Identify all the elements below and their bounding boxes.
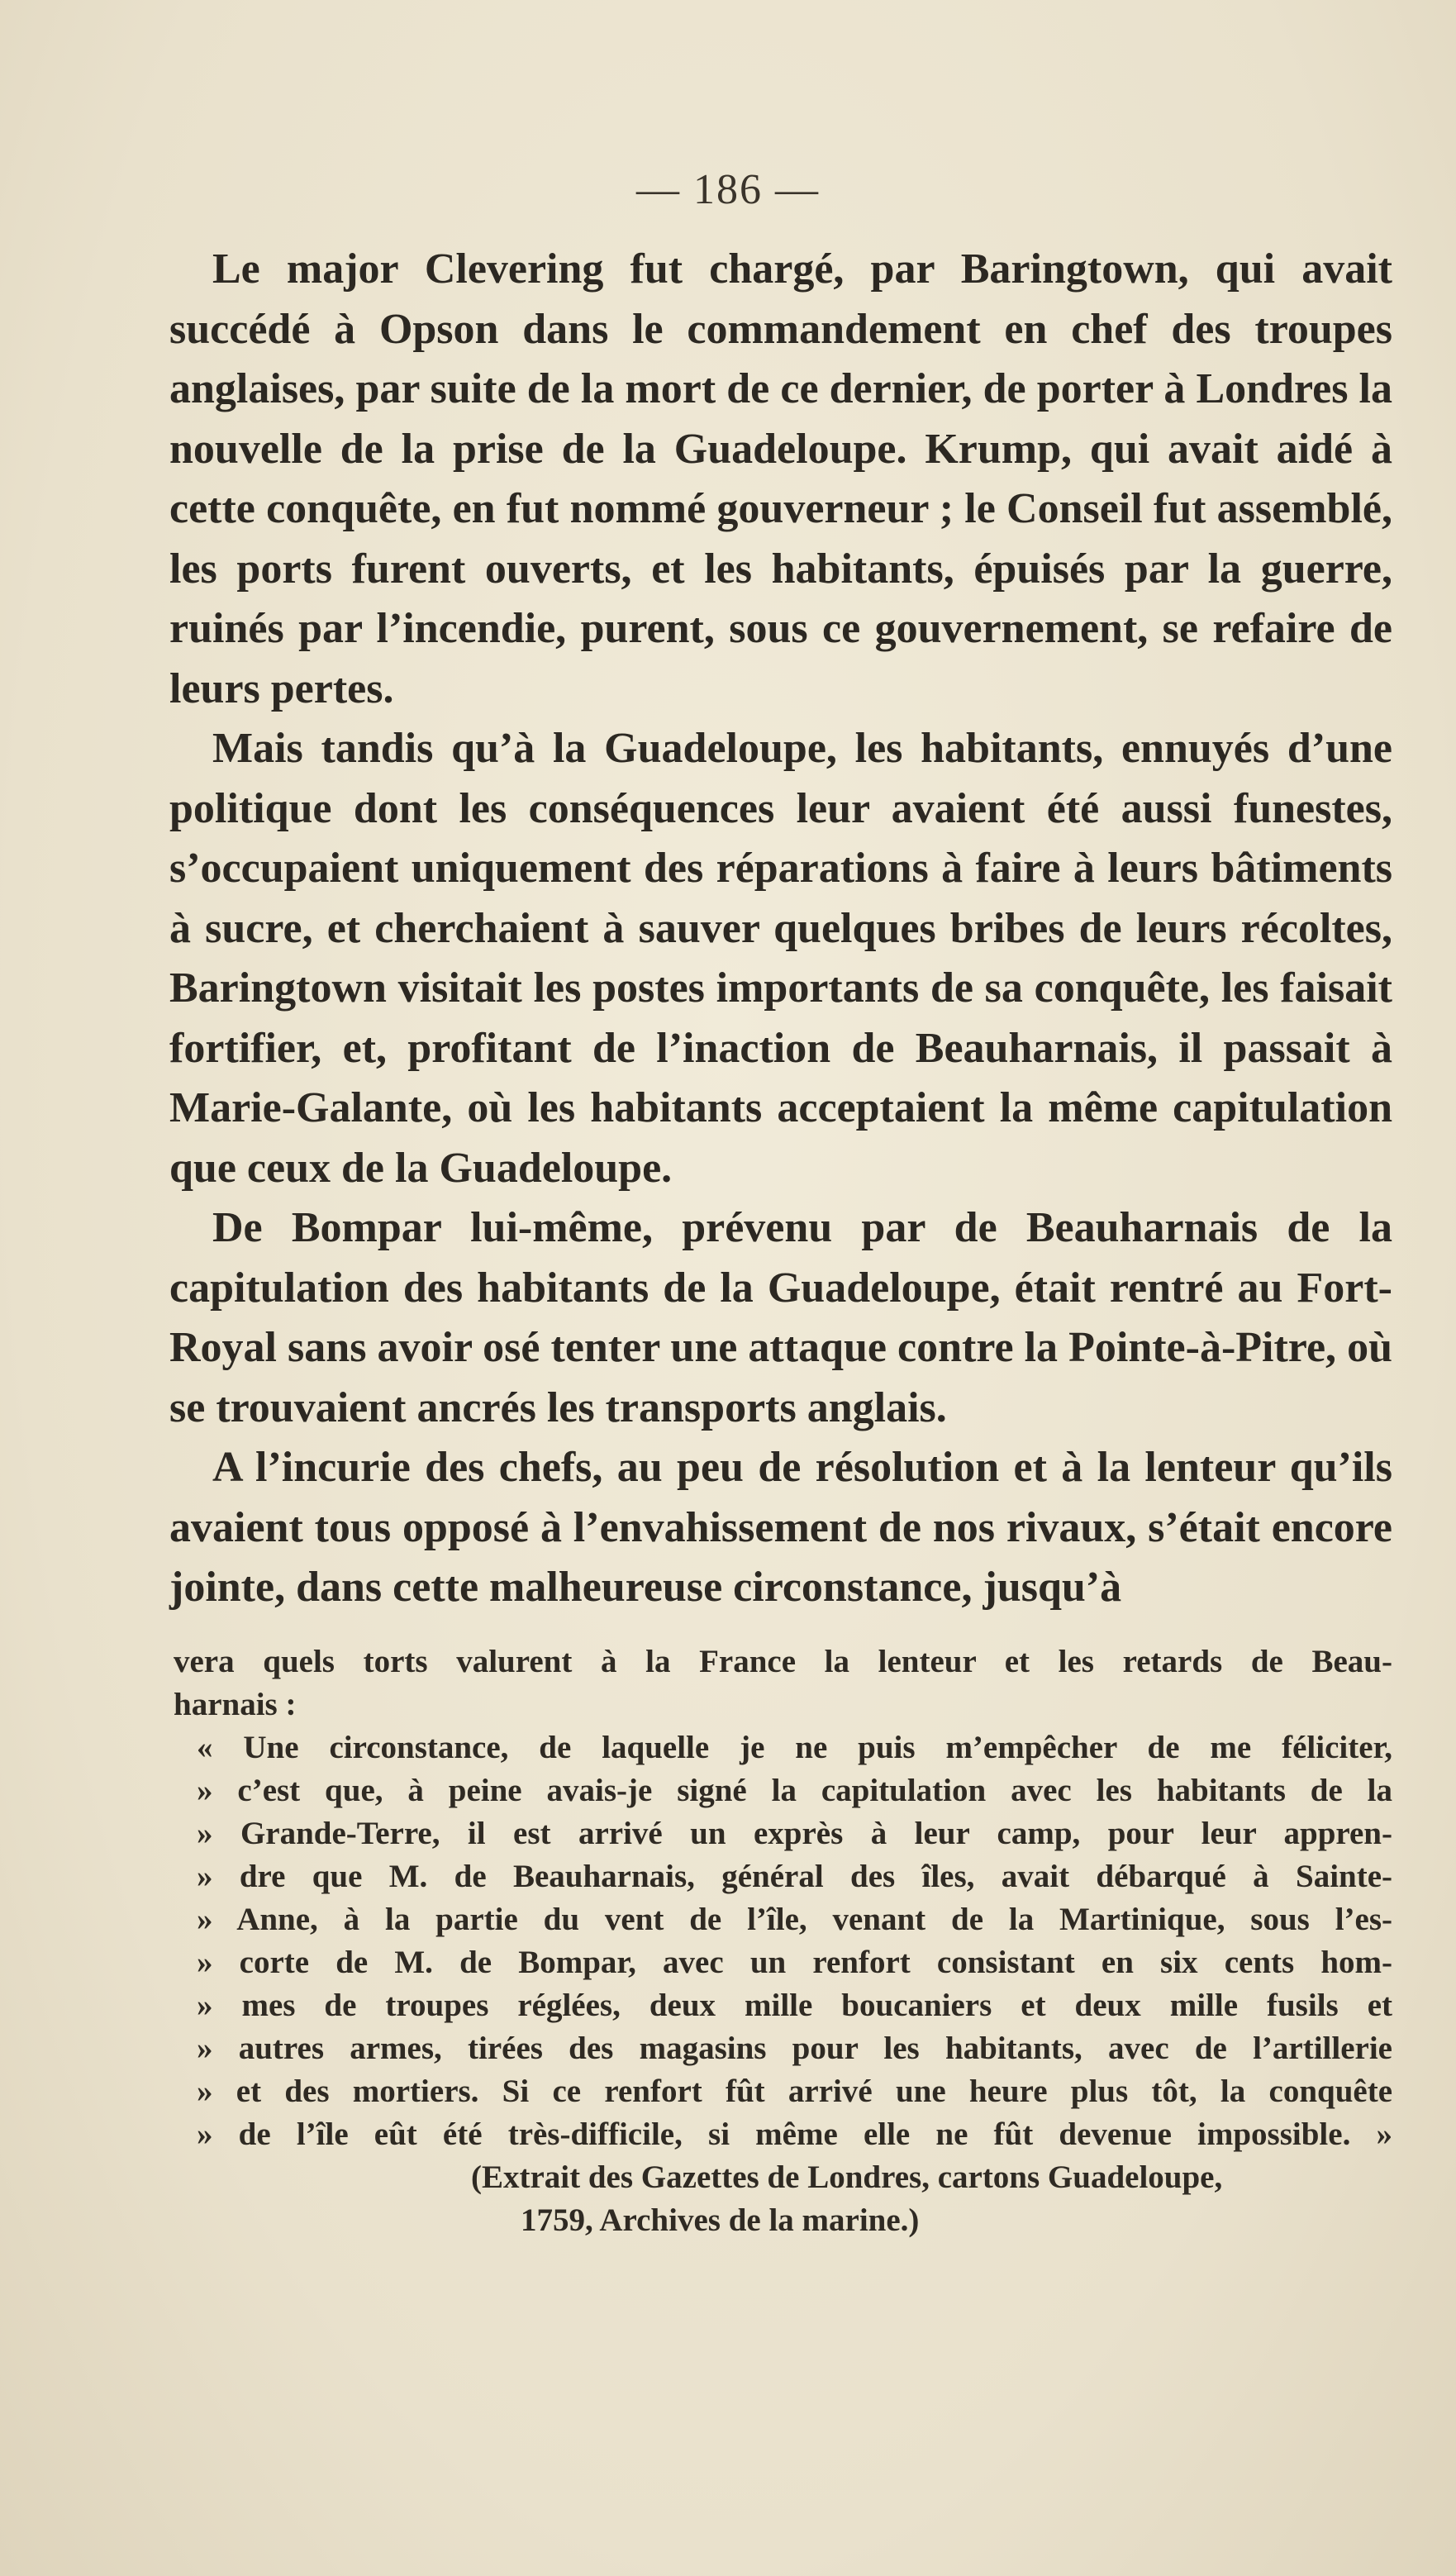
footnote-quote-line: » Grande-Terre, il est arrivé un exprès à leur camp, pour leur appren- [197,1816,1392,1851]
footnote-source-year: 1759, Archives de la marine.) [521,2202,920,2238]
footnote-source: (Extrait des Gazettes de Londres, cartons Guadeloupe, [471,2159,1223,2195]
footnote-quote-line: » c’est que, à peine avais-je signé la capitulation avec les habitants de la [197,1773,1392,1808]
paragraph-1: Le major Clevering fut chargé, par Baringtown, qui avait succédé à Opson dans le commandement en chef des troupes anglaises, par suite de la mort de ce dernier, de porter à Londres la nouvelle de la prise de la Guadeloupe. Krump, qui avait aidé à cette conquête, en fut nommé gouverneur ; le Conseil fut assemblé, les ports furent ouverts, et les habitants, épuisés par la guerre, ruinés par l’incendie, purent, sous ce gouvernement, se refaire de leurs pertes. [169,245,1392,712]
paragraph-3: De Bompar lui-même, prévenu par de Beauharnais de la capitulation des habitants de la Guadeloupe, était rentré au Fort-Royal sans avoir osé tenter une attaque contre la Pointe-à-Pitre, où se trouvaient ancrés les transports anglais. [169,1204,1392,1431]
footnote-quote-line: » corte de M. de Bompar, avec un renfort consistant en six cents hom- [197,1945,1392,1980]
footnote-line: vera quels torts valurent à la France la lenteur et les retards de Beau- [174,1644,1392,1679]
main-text [169,240,1392,1618]
footnote-quote-line: « Une circonstance, de laquelle je ne puis m’empêcher de me féliciter, [197,1730,1392,1765]
footnote-quote-line: » autres armes, tirées des magasins pour les habitants, avec de l’artillerie [197,2031,1392,2066]
page-number: — 186 — [636,166,820,213]
footnote-line: harnais : [174,1687,297,1722]
footnote-quote-line: » de l’île eût été très-difficile, si même elle ne fût devenue impossible. » [197,2117,1392,2152]
footnote [174,1640,1392,2242]
footnote-quote-line: » et des mortiers. Si ce renfort fût arrivé une heure plus tôt, la conquête [197,2074,1392,2109]
footnote-quote-line: » dre que M. de Beauharnais, général des îles, avait débarqué à Sainte- [197,1859,1392,1894]
paragraph-4: A l’incurie des chefs, au peu de résolution et à la lenteur qu’ils avaient tous opposé à l’envahissement de nos rivaux, s’était encore jointe, dans cette malheureuse circonstance, jusqu’à [169,1444,1392,1611]
paragraph-2: Mais tandis qu’à la Guadeloupe, les habitants, ennuyés d’une politique dont les conséquences leur avaient été aussi funestes, s’occupaient uniquement des réparations à faire à leurs bâtiments à sucre, et cherchaient à sauver quelques bribes de leurs récoltes, Baringtown visitait les postes importants de sa conquête, les faisait fortifier, et, profitant de l’inaction de Beauharnais, il passait à Marie-Galante, où les habitants acceptaient la même capitulation que ceux de la Guadeloupe. [169,725,1392,1192]
footnote-quote-line: » mes de troupes réglées, deux mille boucaniers et deux mille fusils et [197,1988,1392,2023]
footnote-quote-line: » Anne, à la partie du vent de l’île, venant de la Martinique, sous l’es- [197,1902,1392,1937]
